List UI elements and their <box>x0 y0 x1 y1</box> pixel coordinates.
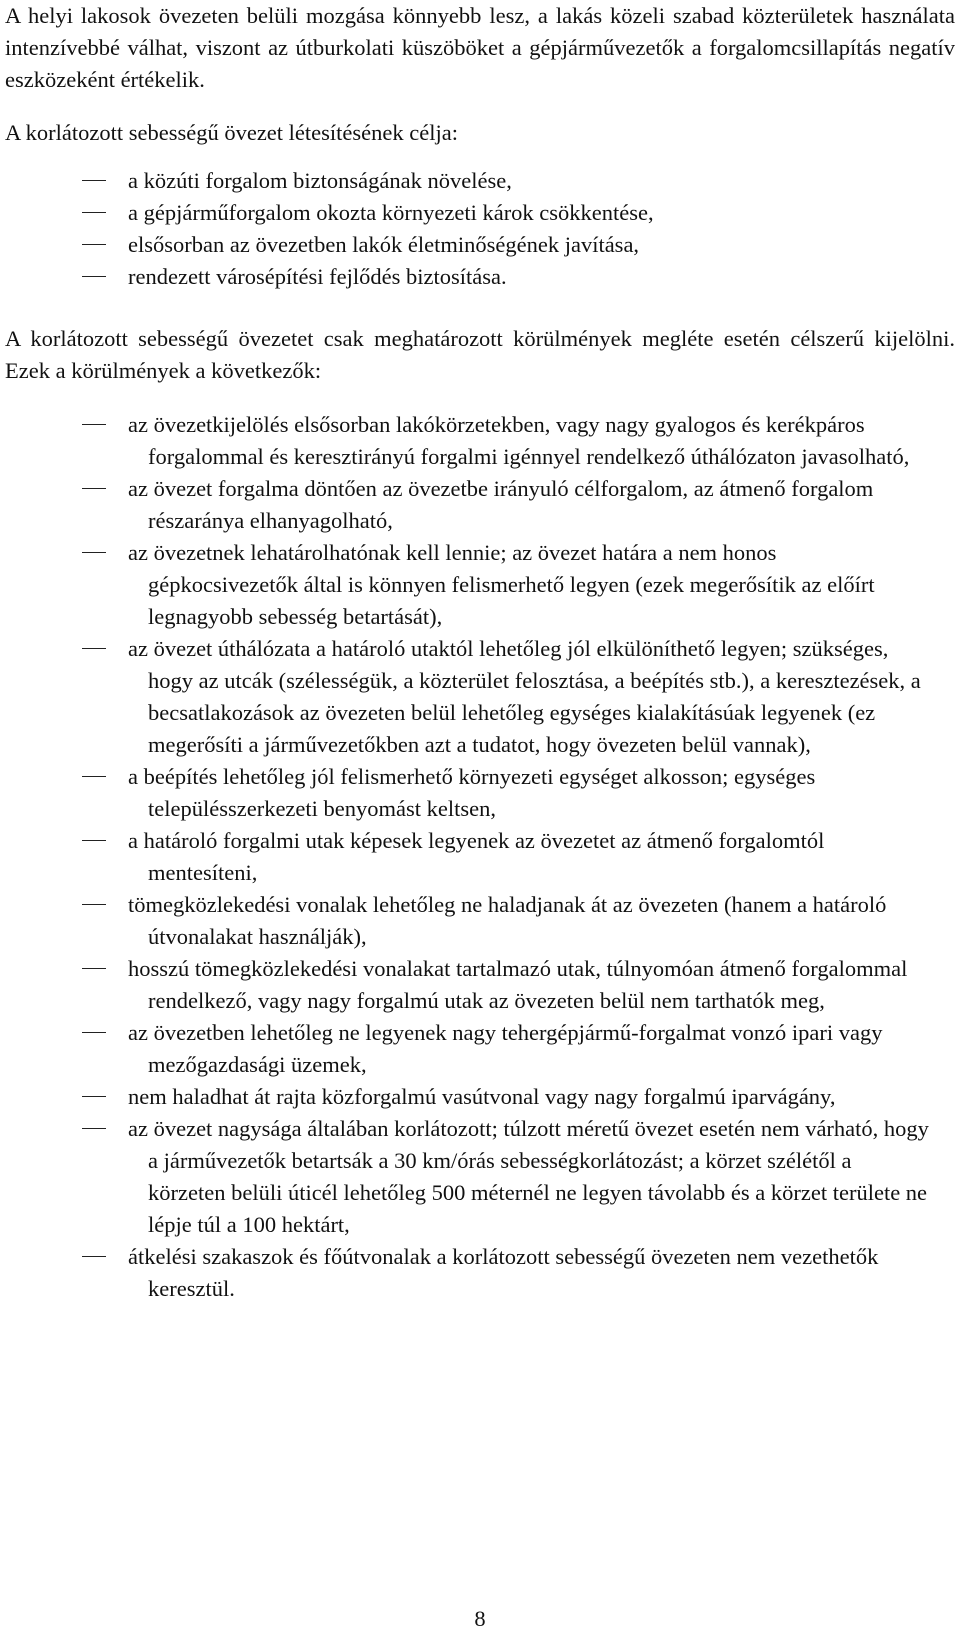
dash-bullet <box>82 1032 106 1033</box>
list-item-text: az övezet nagysága általában korlátozott; túlzott méretű övezet esetén nem várható, hogy a járművezetők betartsák a 30 km/órás sebességkorlátozást; a körzet szélétől a körzeten belüli úticél lehetőleg 500 méternél ne legyen távolabb és a körzet területe ne lépje túl a 100 hektárt, <box>128 1116 929 1237</box>
list-item-text: az övezetben lehetőleg ne legyenek nagy tehergépjármű-forgalmat vonzó ipari vagy mezőgazdasági üzemek, <box>128 1020 883 1077</box>
list-item-text: tömegközlekedési vonalak lehetőleg ne haladjanak át az övezeten (hanem a határoló útvonalakat használják), <box>128 892 887 949</box>
list-item <box>0 889 960 953</box>
dash-bullet <box>82 276 106 277</box>
list-item <box>0 409 960 473</box>
list-item <box>0 953 960 1017</box>
list-item <box>0 229 960 261</box>
list-item <box>0 1113 960 1241</box>
list-item <box>0 1081 960 1113</box>
list-item-text: a gépjárműforgalom okozta környezeti károk csökkentése, <box>128 200 654 225</box>
dash-bullet <box>82 488 106 489</box>
list-item-text: a közúti forgalom biztonságának növelése, <box>128 168 512 193</box>
dash-bullet <box>82 244 106 245</box>
conditions-paragraph: A korlátozott sebességű övezetet csak meghatározott körülmények megléte esetén célszerű kijelölni. Ezek a körülmények a következők: <box>5 326 955 383</box>
intro-paragraph: A helyi lakosok övezeten belüli mozgása könnyebb lesz, a lakás közeli szabad közterületek használata intenzívebbé válhat, viszont az útburkolati küszöböket a gépjárművezetők a forgalomcsillapítás negatív eszközeként értékelik. <box>5 3 955 92</box>
dash-bullet <box>82 776 106 777</box>
list-item-text: a beépítés lehetőleg jól felismerhető környezeti egységet alkosson; egységes településszerkezeti benyomást keltsen, <box>128 764 816 821</box>
list-item <box>0 1017 960 1081</box>
list-item-text: nem haladhat át rajta közforgalmú vasútvonal vagy nagy forgalmú iparvágány, <box>128 1084 836 1109</box>
list-item <box>0 197 960 229</box>
conditions-list <box>0 409 960 1305</box>
dash-bullet <box>82 424 106 425</box>
dash-bullet <box>82 212 106 213</box>
list-item-text: az övezet úthálózata a határoló utaktól lehetőleg jól elkülöníthető legyen; szükséges, hogy az utcák (szélességük, a közterület felosztása, a beépítés stb.), a keresztezések, a becsatlakozások az övezeten belül lehetőleg egységes kialakításúak legyenek (ez megerősíti a járművezetőkben azt a tudatot, hogy övezeten belül vannak), <box>128 636 921 757</box>
list-item <box>0 537 960 633</box>
list-item-text: hosszú tömegközlekedési vonalakat tartalmazó utak, túlnyomóan átmenő forgalommal rendelkező, vagy nagy forgalmú utak az övezeten belül nem tarthatók meg, <box>128 956 908 1013</box>
list-item <box>0 1241 960 1305</box>
list-item <box>0 261 960 293</box>
goal-list <box>0 165 960 293</box>
dash-bullet <box>82 1096 106 1097</box>
list-item-text: az övezetkijelölés elsősorban lakókörzetekben, vagy nagy gyalogos és kerékpáros forgalommal és keresztirányú forgalmi igénnyel rendelkező úthálózaton javasolható, <box>128 412 910 469</box>
dash-bullet <box>82 840 106 841</box>
list-item-text: rendezett városépítési fejlődés biztosítása. <box>128 264 507 289</box>
dash-bullet <box>82 552 106 553</box>
list-item-text: az övezetnek lehatárolhatónak kell lennie; az övezet határa a nem honos gépkocsivezetők által is könnyen felismerhető legyen (ezek megerősítik az előírt legnagyobb sebesség betartását), <box>128 540 875 629</box>
list-item <box>0 825 960 889</box>
list-item <box>0 761 960 825</box>
list-item <box>0 473 960 537</box>
list-item <box>0 633 960 761</box>
dash-bullet <box>82 904 106 905</box>
goal-heading: A korlátozott sebességű övezet létesítésének célja: <box>5 120 458 145</box>
dash-bullet <box>82 1256 106 1257</box>
dash-bullet <box>82 968 106 969</box>
dash-bullet <box>82 1128 106 1129</box>
dash-bullet <box>82 648 106 649</box>
list-item-text: a határoló forgalmi utak képesek legyenek az övezetet az átmenő forgalomtól mentesíteni, <box>128 828 825 885</box>
list-item-text: átkelési szakaszok és főútvonalak a korlátozott sebességű övezeten nem vezethetők keresztül. <box>128 1244 879 1301</box>
list-item-text: az övezet forgalma döntően az övezetbe irányuló célforgalom, az átmenő forgalom részaránya elhanyagolható, <box>128 476 874 533</box>
dash-bullet <box>82 180 106 181</box>
list-item-text: elsősorban az övezetben lakók életminőségének javítása, <box>128 232 640 257</box>
list-item <box>0 165 960 197</box>
page-number: 8 <box>474 1606 486 1631</box>
